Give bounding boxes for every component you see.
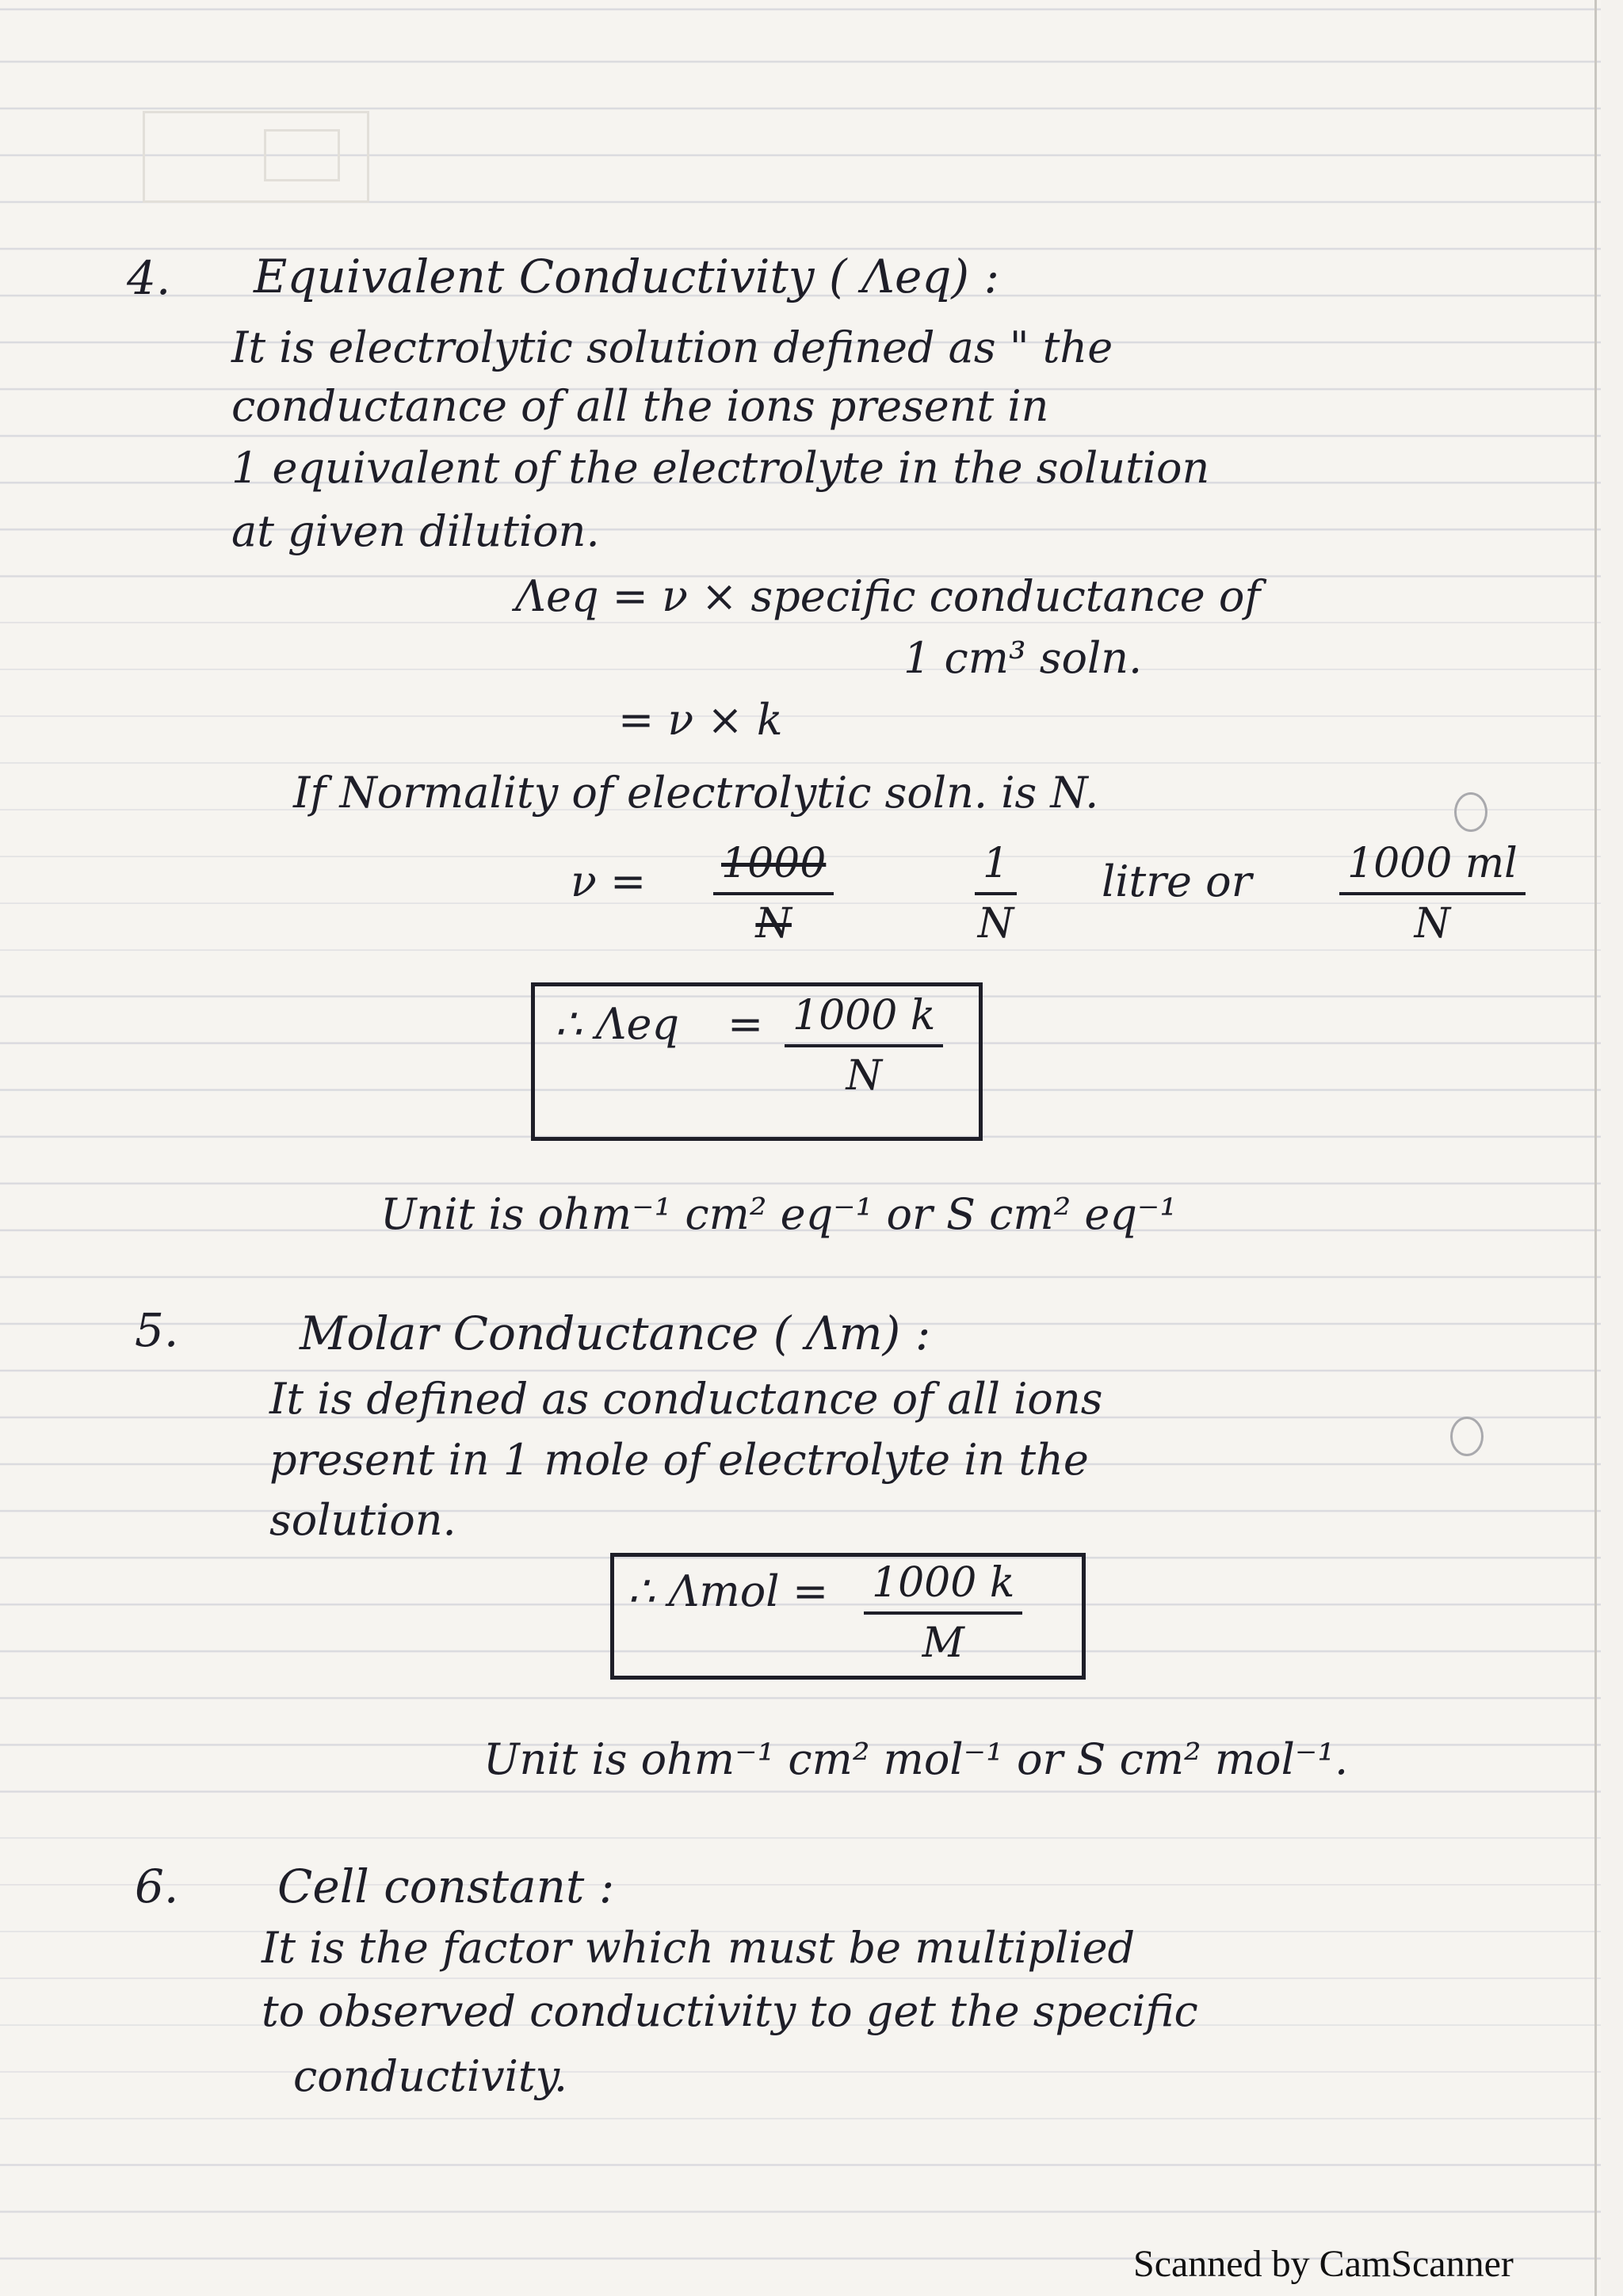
faded-stamp-box [143, 111, 369, 203]
nu-fraction-ml [1339, 840, 1526, 948]
box-5-den: M [922, 1619, 964, 1667]
nu-lhs: ν = [571, 856, 647, 906]
box-4-prefix: ∴ Λeq [555, 999, 680, 1049]
section-5-para-line-1: It is defined as conductance of all ions [269, 1374, 1103, 1424]
scanner-watermark: Scanned by CamScanner [1133, 2243, 1514, 2285]
box-5-fraction [864, 1559, 1022, 1667]
nu-litre-text: litre or [1102, 856, 1252, 906]
section-4-para-line-3: 1 equivalent of the electrolyte in the solution [231, 443, 1210, 493]
section-5-number: 5. [135, 1303, 179, 1357]
section-6-heading: Cell constant : [277, 1859, 615, 1913]
normality-line: If Normality of electrolytic soln. is N. [293, 768, 1099, 818]
section-4-formula-line-2: 1 cm³ soln. [903, 633, 1143, 683]
box-4-equals: = [727, 999, 764, 1049]
box-5-num: 1000 k [864, 1559, 1022, 1615]
nu-fraction-2-num: 1 [975, 840, 1017, 895]
section-4-unit: Unit is ohm⁻¹ cm² eq⁻¹ or S cm² eq⁻¹ [380, 1189, 1178, 1239]
nu-fraction-2-den: N [977, 900, 1014, 948]
section-5-para-line-3: solution. [269, 1495, 456, 1545]
nu-fraction-3-den: N [1414, 900, 1451, 948]
section-4-heading: Equivalent Conductivity ( Λeq) : [254, 250, 999, 303]
box-5-equals: = [792, 1566, 829, 1616]
section-5-heading: Molar Conductance ( Λm) : [300, 1306, 931, 1360]
box-4-den: N [846, 1052, 882, 1100]
nu-fraction-3-num: 1000 ml [1339, 840, 1526, 895]
nu-fraction-struck-num: 1000 [713, 840, 834, 895]
section-6-number: 6. [135, 1859, 179, 1913]
box-5-prefix: ∴ Λmol [628, 1566, 780, 1616]
section-4-formula-line-3: = ν × k [618, 695, 783, 745]
section-6-para-line-1: It is the factor which must be multiplied [262, 1923, 1136, 1973]
section-4-para-line-4: at given dilution. [231, 506, 600, 556]
margin-circle-mark [1450, 1417, 1484, 1456]
section-6-para-line-2: to observed conductivity to get the specific [262, 1986, 1198, 2036]
section-4-para-line-2: conductance of all the ions present in [231, 381, 1049, 431]
box-4-num: 1000 k [785, 992, 943, 1047]
nu-fraction-one-over-n [975, 840, 1017, 948]
margin-line [1594, 0, 1597, 2296]
section-5-para-line-2: present in 1 mole of electrolyte in the [269, 1435, 1089, 1485]
section-4-para-line-1: It is electrolytic solution defined as " the [231, 322, 1113, 372]
box-4-fraction [785, 992, 943, 1100]
nu-fraction-struck [713, 840, 834, 948]
nu-fraction-struck-den: N [755, 900, 792, 948]
margin-circle-mark [1454, 792, 1487, 832]
section-5-unit: Unit is ohm⁻¹ cm² mol⁻¹ or S cm² mol⁻¹. [483, 1734, 1349, 1784]
section-4-number: 4. [127, 251, 171, 305]
section-6-para-line-3: conductivity. [293, 2051, 568, 2101]
section-4-formula-line-1: Λeq = ν × specific conductance of [515, 571, 1261, 621]
